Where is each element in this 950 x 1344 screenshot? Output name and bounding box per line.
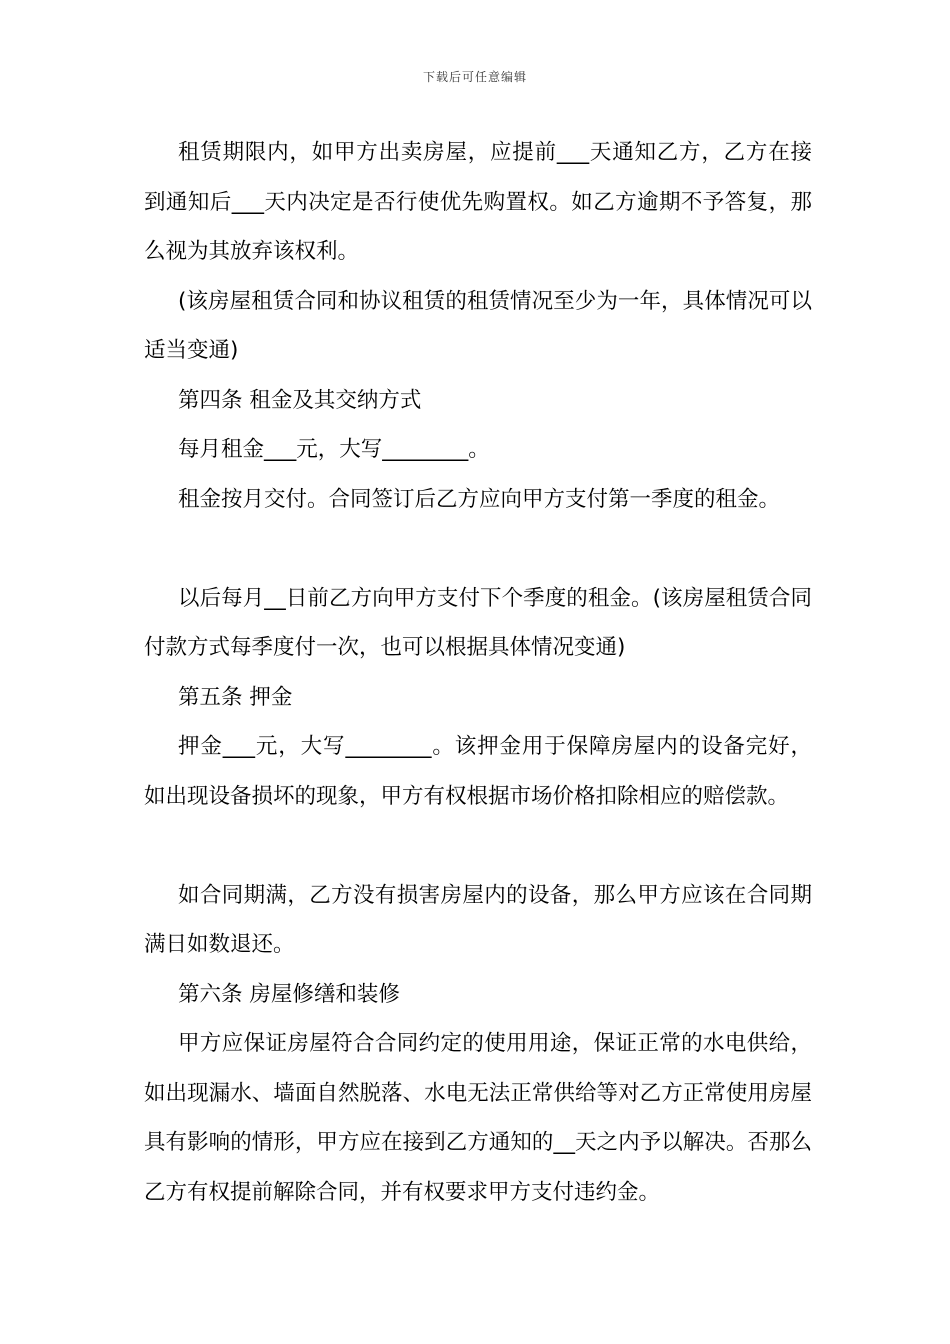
paragraph-sale-notice: 租赁期限内，如甲方出卖房屋，应提前___天通知乙方，乙方在接到通知后___天内决定是否行使优先购置权。如乙方逾期不予答复，那么视为其放弃该权利。 — [144, 140, 812, 264]
paragraph-repairs: 甲方应保证房屋符合合同约定的使用用途，保证正常的水电供给，如出现漏水、墙面自然脱落、水电无法正常供给等对乙方正常使用房屋具有影响的情形，甲方应在接到乙方通知的__天之内予以解决。否那么乙方有权提前解除合同，并有权要求甲方支付违约金。 — [144, 1031, 812, 1205]
paragraph-quarterly-payment: 以后每月__日前乙方向甲方支付下个季度的租金。(该房屋租赁合同付款方式每季度付一次，也可以根据具体情况变通) — [144, 585, 812, 660]
article-4-heading: 第四条 租金及其交纳方式 — [178, 387, 422, 413]
document-body — [144, 128, 812, 1217]
article-6-heading: 第六条 房屋修缮和装修 — [178, 981, 400, 1007]
page-header: 下载后可任意编辑 — [422, 70, 527, 84]
paragraph-monthly-rent: 每月租金___元，大写________。 — [178, 437, 490, 462]
paragraph-deposit: 押金___元，大写________。该押金用于保障房屋内的设备完好，如出现设备损坏的现象，甲方有权根据市场价格扣除相应的赔偿款。 — [144, 734, 812, 809]
article-5-heading: 第五条 押金 — [178, 684, 293, 710]
paragraph-gap — [144, 524, 812, 574]
paragraph-lease-note: (该房屋租赁合同和协议租赁的租赁情况至少为一年，具体情况可以适当变通) — [144, 288, 812, 363]
paragraph-gap — [144, 821, 812, 871]
paragraph-deposit-refund: 如合同期满，乙方没有损害房屋内的设备，那么甲方应该在合同期满日如数退还。 — [144, 882, 812, 957]
paragraph-rent-payment: 租金按月交付。合同签订后乙方应向甲方支付第一季度的租金。 — [178, 486, 781, 512]
